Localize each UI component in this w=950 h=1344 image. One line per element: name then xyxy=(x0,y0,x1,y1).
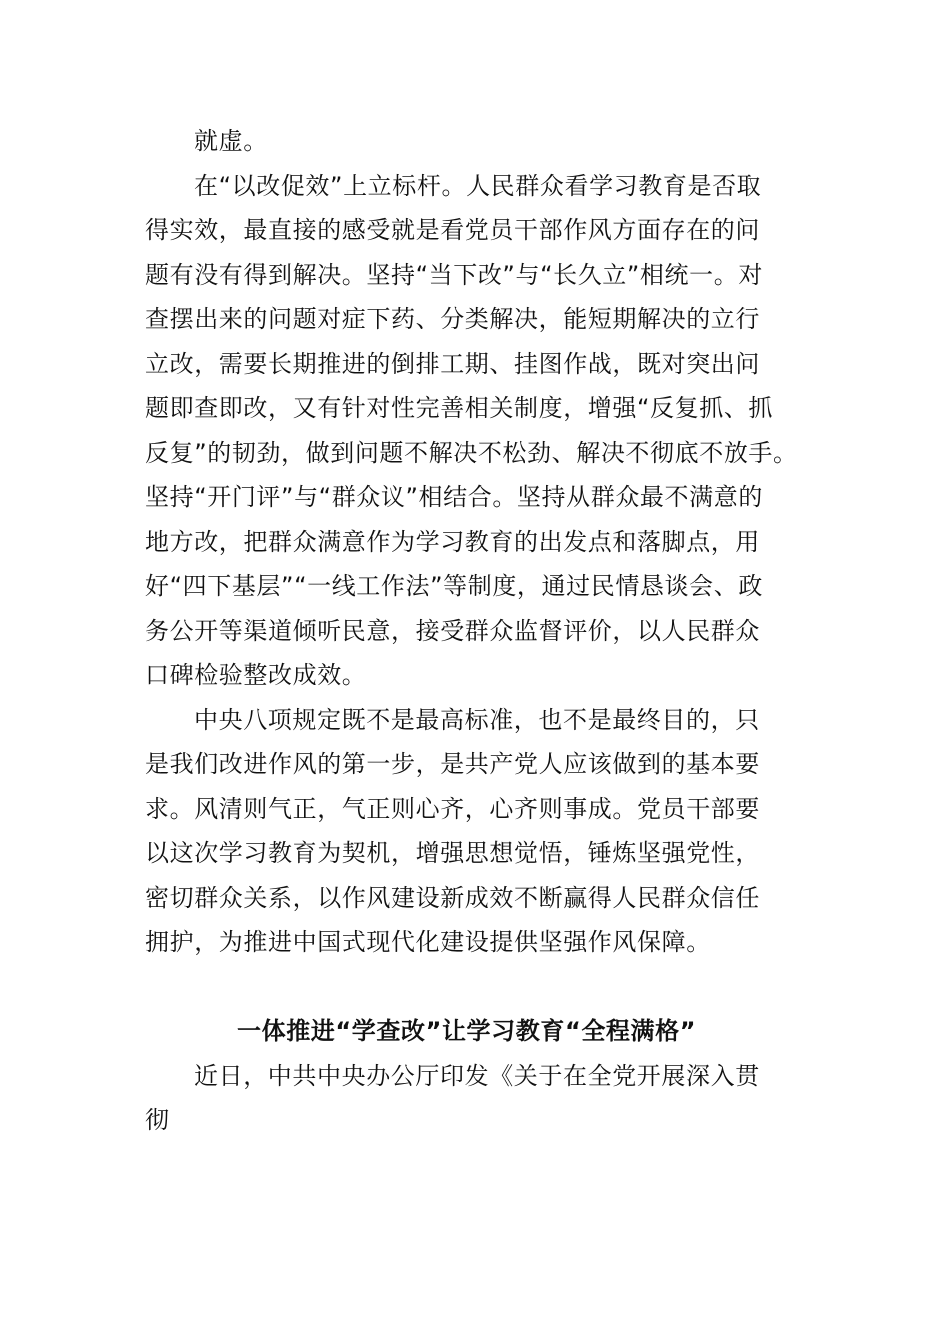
text-line: 务公开等渠道倾听民意，接受群众监督评价，以人民群众 xyxy=(145,617,760,645)
text-line: 好“四下基层”“一线工作法”等制度，通过民情恳谈会、政 xyxy=(145,572,763,600)
text-line: 立改，需要长期推进的倒排工期、挂图作战，既对突出问 xyxy=(145,350,760,378)
text-line: 题即查即改，又有针对性完善相关制度，增强“反复抓、抓 xyxy=(145,394,774,422)
text-line: 求。风清则气正，气正则心齐，心齐则事成。党员干部要 xyxy=(145,795,760,823)
text-line: 密切群众关系，以作风建设新成效不断赢得人民群众信任 xyxy=(145,884,760,912)
text-line: 以这次学习教育为契机，增强思想觉悟，锤炼坚强党性， xyxy=(145,839,760,867)
text-line: 地方改，把群众满意作为学习教育的出发点和落脚点，用 xyxy=(145,528,760,556)
text-line: 口碑检验整改成效。 xyxy=(145,661,367,689)
text-line: 题有没有得到解决。坚持“当下改”与“长久立”相统一。对 xyxy=(145,261,763,289)
text-line: 坚持“开门评”与“群众议”相结合。坚持从群众最不满意的 xyxy=(145,483,763,511)
text-line: 在“以改促效”上立标杆。人民群众看学习教育是否取 xyxy=(194,172,762,200)
text-line: 查摆出来的问题对症下药、分类解决，能短期解决的立行 xyxy=(145,305,760,333)
text-line: 中央八项规定既不是最高标准，也不是最终目的，只 xyxy=(194,706,760,734)
text-line: 反复”的韧劲，做到问题不解决不松劲、解决不彻底不放手。 xyxy=(145,439,798,467)
text-line: 就虚。 xyxy=(194,127,268,155)
text-line: 得实效，最直接的感受就是看党员干部作风方面存在的问 xyxy=(145,216,760,244)
section-heading: 一体推进“学查改”让学习教育“全程满格” xyxy=(237,1017,697,1045)
text-line: 拥护，为推进中国式现代化建设提供坚强作风保障。 xyxy=(145,928,711,956)
text-line: 彻 xyxy=(145,1106,170,1134)
text-line: 是我们改进作风的第一步，是共产党人应该做到的基本要 xyxy=(145,750,760,778)
text-line: 近日，中共中央办公厅印发《关于在全党开展深入贯 xyxy=(194,1062,760,1090)
